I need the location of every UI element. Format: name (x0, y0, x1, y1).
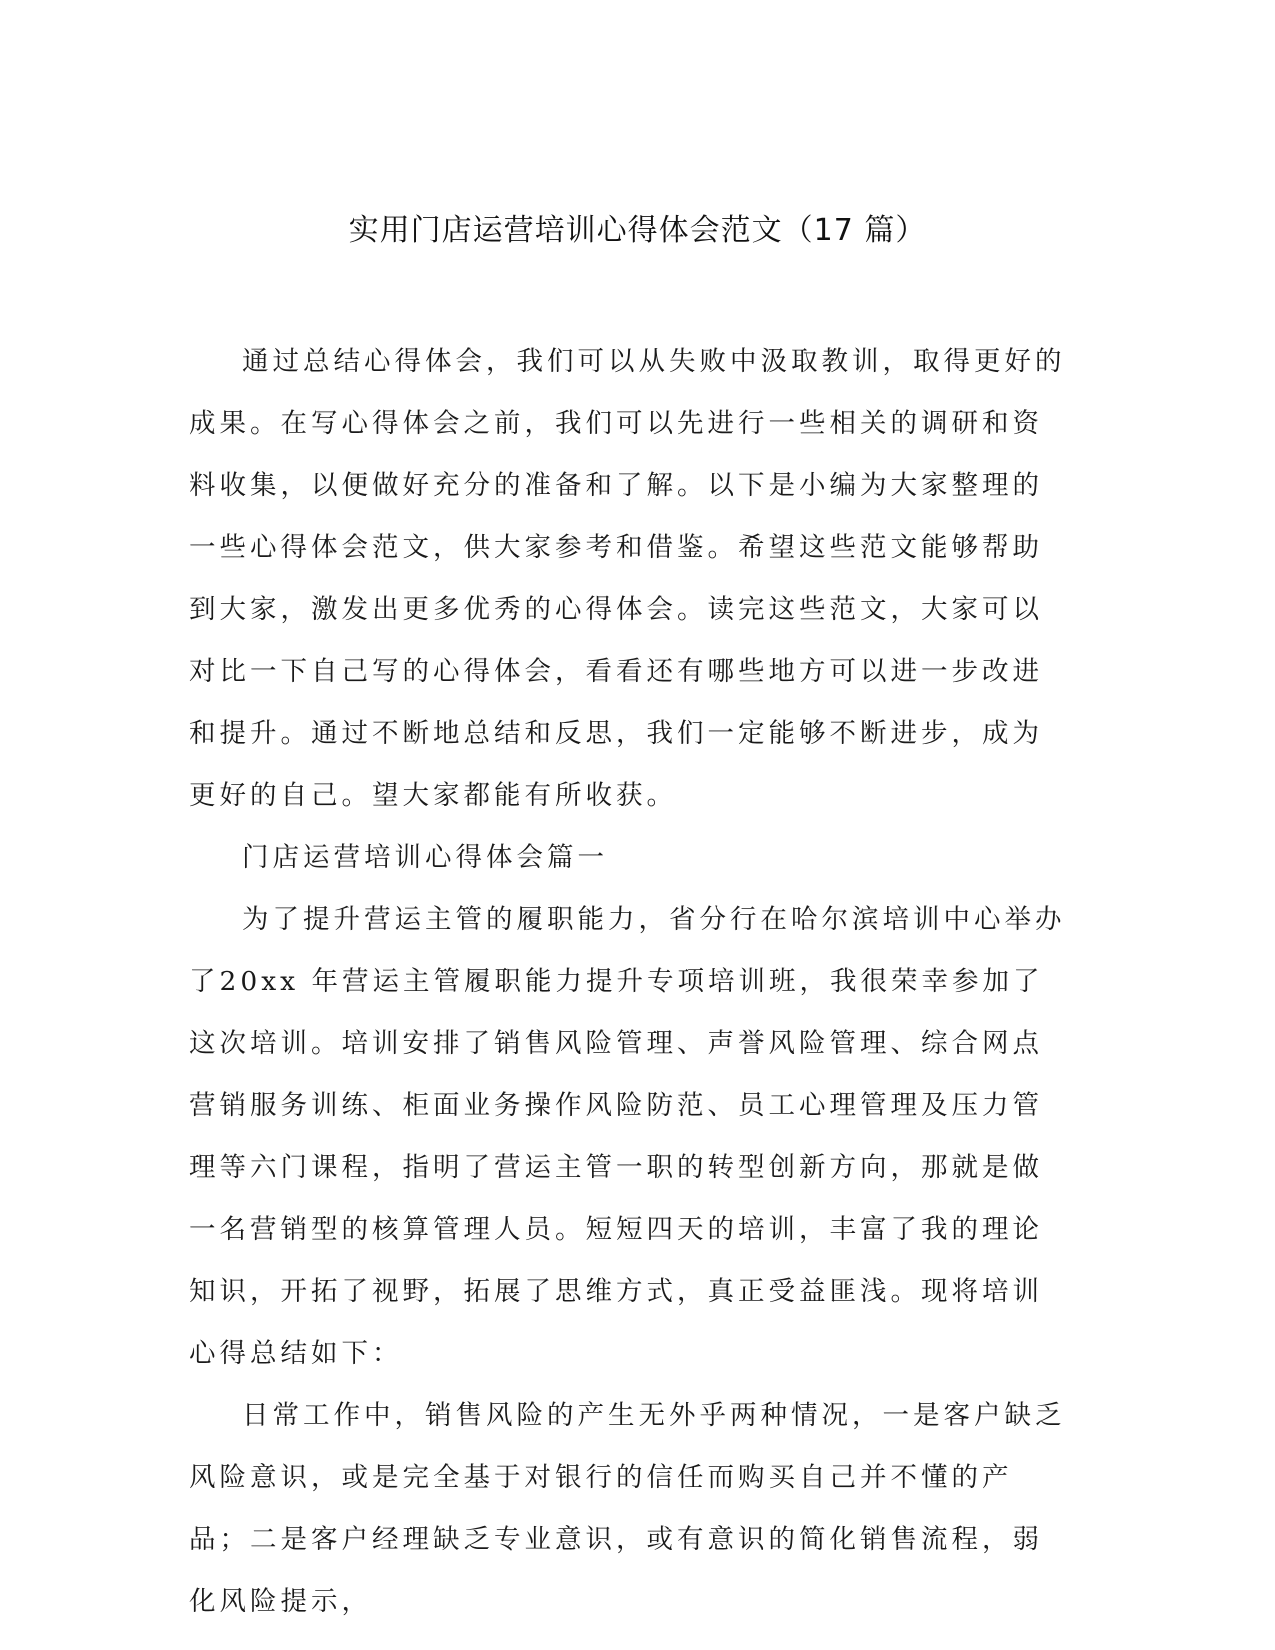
document-title: 实用门店运营培训心得体会范文（17 篇） (348, 213, 927, 248)
body-paragraph: 为了提升营运主管的履职能力，省分行在哈尔滨培训中心举办了20xx 年营运主管履职能力提升专项培训班，我很荣幸参加了这次培训。培训安排了销售风险管理、声誉风险管理、综合网点营销服务训练、柜面业务操作风险防范、员工心理管理及压力管理等六门课程，指明了营运主管一职的转型创新方向，那就是做一名营销型的核算管理人员。短短四天的培训，丰富了我的理论知识，开拓了视野，拓展了思维方式，真正受益匪浅。现将培训心得总结如下： (189, 904, 1066, 1369)
document-body (189, 331, 1069, 1633)
section-heading: 门店运营培训心得体会篇一 (242, 842, 608, 873)
body-paragraph: 日常工作中，销售风险的产生无外乎两种情况，一是客户缺乏风险意识，或是完全基于对银行的信任而购买自己并不懂的产品；二是客户经理缺乏专业意识，或有意识的简化销售流程，弱化风险提示， (189, 1400, 1066, 1617)
intro-paragraph: 通过总结心得体会，我们可以从失败中汲取教训，取得更好的成果。在写心得体会之前，我们可以先进行一些相关的调研和资料收集，以便做好充分的准备和了解。以下是小编为大家整理的一些心得体会范文，供大家参考和借鉴。希望这些范文能够帮助到大家，激发出更多优秀的心得体会。读完这些范文，大家可以对比一下自己写的心得体会，看看还有哪些地方可以进一步改进和提升。通过不断地总结和反思，我们一定能够不断进步，成为更好的自己。望大家都能有所收获。 (189, 346, 1066, 811)
